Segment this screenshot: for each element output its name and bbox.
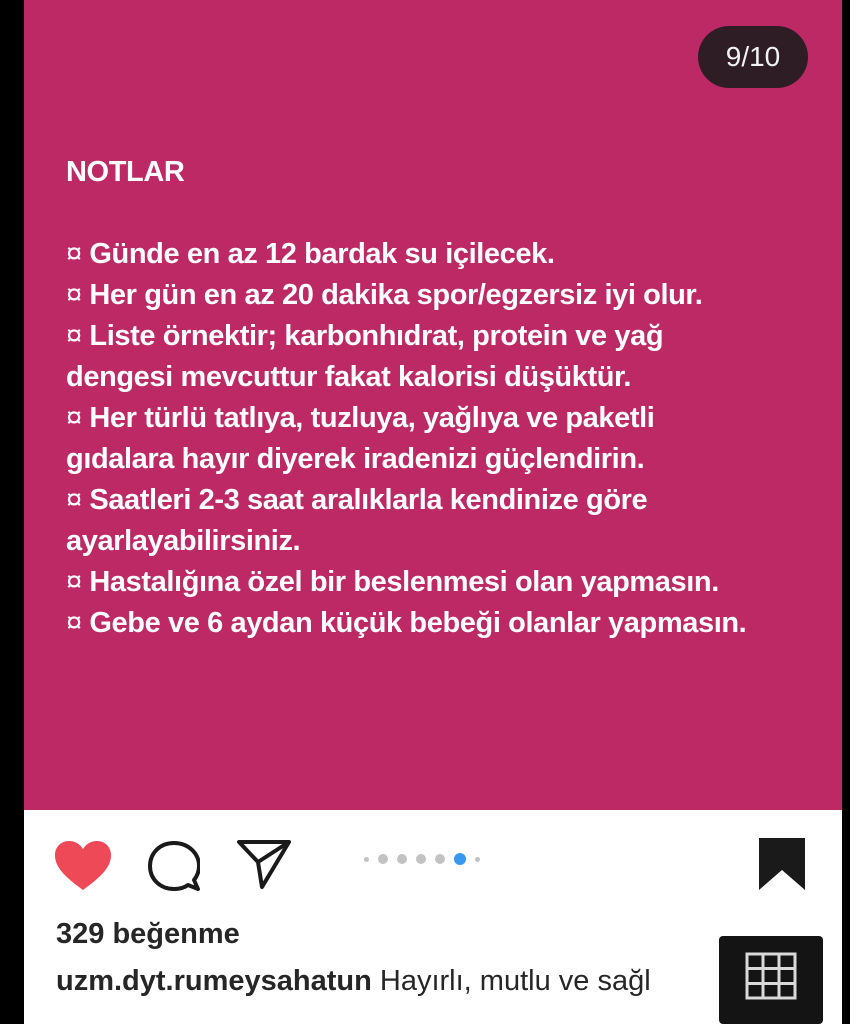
- note-line-text: Her gün en az 20 dakika spor/egzersiz iyi olur.: [89, 279, 703, 311]
- bullet-icon: ¤: [66, 566, 90, 598]
- caption: [56, 965, 651, 998]
- heart-icon[interactable]: [54, 840, 112, 892]
- likes-count[interactable]: 329 beğenme: [56, 918, 240, 950]
- note-line-text: Liste örnektir; karbonhıdrat, protein ve yağ: [89, 320, 664, 352]
- bullet-icon: ¤: [66, 402, 90, 434]
- note-line-text: gıdalara hayır diyerek iradenizi güçlendirin.: [66, 443, 645, 475]
- note-line: [66, 275, 836, 316]
- post-image[interactable]: [24, 0, 842, 810]
- note-line: [66, 357, 836, 398]
- note-line: [66, 562, 836, 603]
- carousel-indicator: [364, 852, 480, 866]
- note-line: [66, 398, 836, 439]
- bullet-icon: ¤: [66, 238, 90, 270]
- note-line-text: Hastalığına özel bir beslenmesi olan yapmasın.: [89, 566, 719, 598]
- bullet-icon: ¤: [66, 484, 90, 516]
- grid-view-button[interactable]: [719, 936, 823, 1024]
- bullet-icon: ¤: [66, 279, 90, 311]
- note-line: [66, 316, 836, 357]
- carousel-dot: [416, 854, 426, 864]
- note-line-text: dengesi mevcuttur fakat kalorisi düşüktür.: [66, 361, 631, 393]
- note-line: [66, 603, 836, 644]
- notes-text-block: [66, 152, 836, 644]
- carousel-dot: [364, 857, 369, 862]
- note-line: [66, 480, 836, 521]
- comment-icon[interactable]: [148, 840, 200, 892]
- grid-icon: [745, 952, 797, 1000]
- bullet-icon: ¤: [66, 320, 90, 352]
- share-icon[interactable]: [236, 838, 292, 890]
- note-line: [66, 521, 836, 562]
- carousel-dot: [397, 854, 407, 864]
- carousel-dot: [435, 854, 445, 864]
- caption-username[interactable]: uzm.dyt.rumeysahatun: [56, 965, 372, 997]
- bullet-icon: ¤: [66, 607, 90, 639]
- note-line-text: Her türlü tatlıya, tuzluya, yağlıya ve paketli: [89, 402, 655, 434]
- carousel-dot-active: [454, 853, 466, 865]
- note-line-text: Gebe ve 6 aydan küçük bebeği olanlar yapmasın.: [89, 607, 747, 639]
- note-line-text: Saatleri 2-3 saat aralıklarla kendinize göre: [89, 484, 648, 516]
- note-line: [66, 234, 836, 275]
- carousel-dot: [378, 854, 388, 864]
- bookmark-icon[interactable]: [757, 836, 807, 892]
- page-counter-badge: 9/10: [698, 26, 808, 88]
- notes-list: [66, 234, 836, 644]
- note-line: [66, 439, 836, 480]
- note-line-text: Günde en az 12 bardak su içilecek.: [89, 238, 555, 270]
- notes-title: NOTLAR: [66, 156, 185, 188]
- caption-text: Hayırlı, mutlu ve sağl: [371, 965, 651, 997]
- carousel-dot: [475, 857, 480, 862]
- note-line-text: ayarlayabilirsiniz.: [66, 525, 301, 557]
